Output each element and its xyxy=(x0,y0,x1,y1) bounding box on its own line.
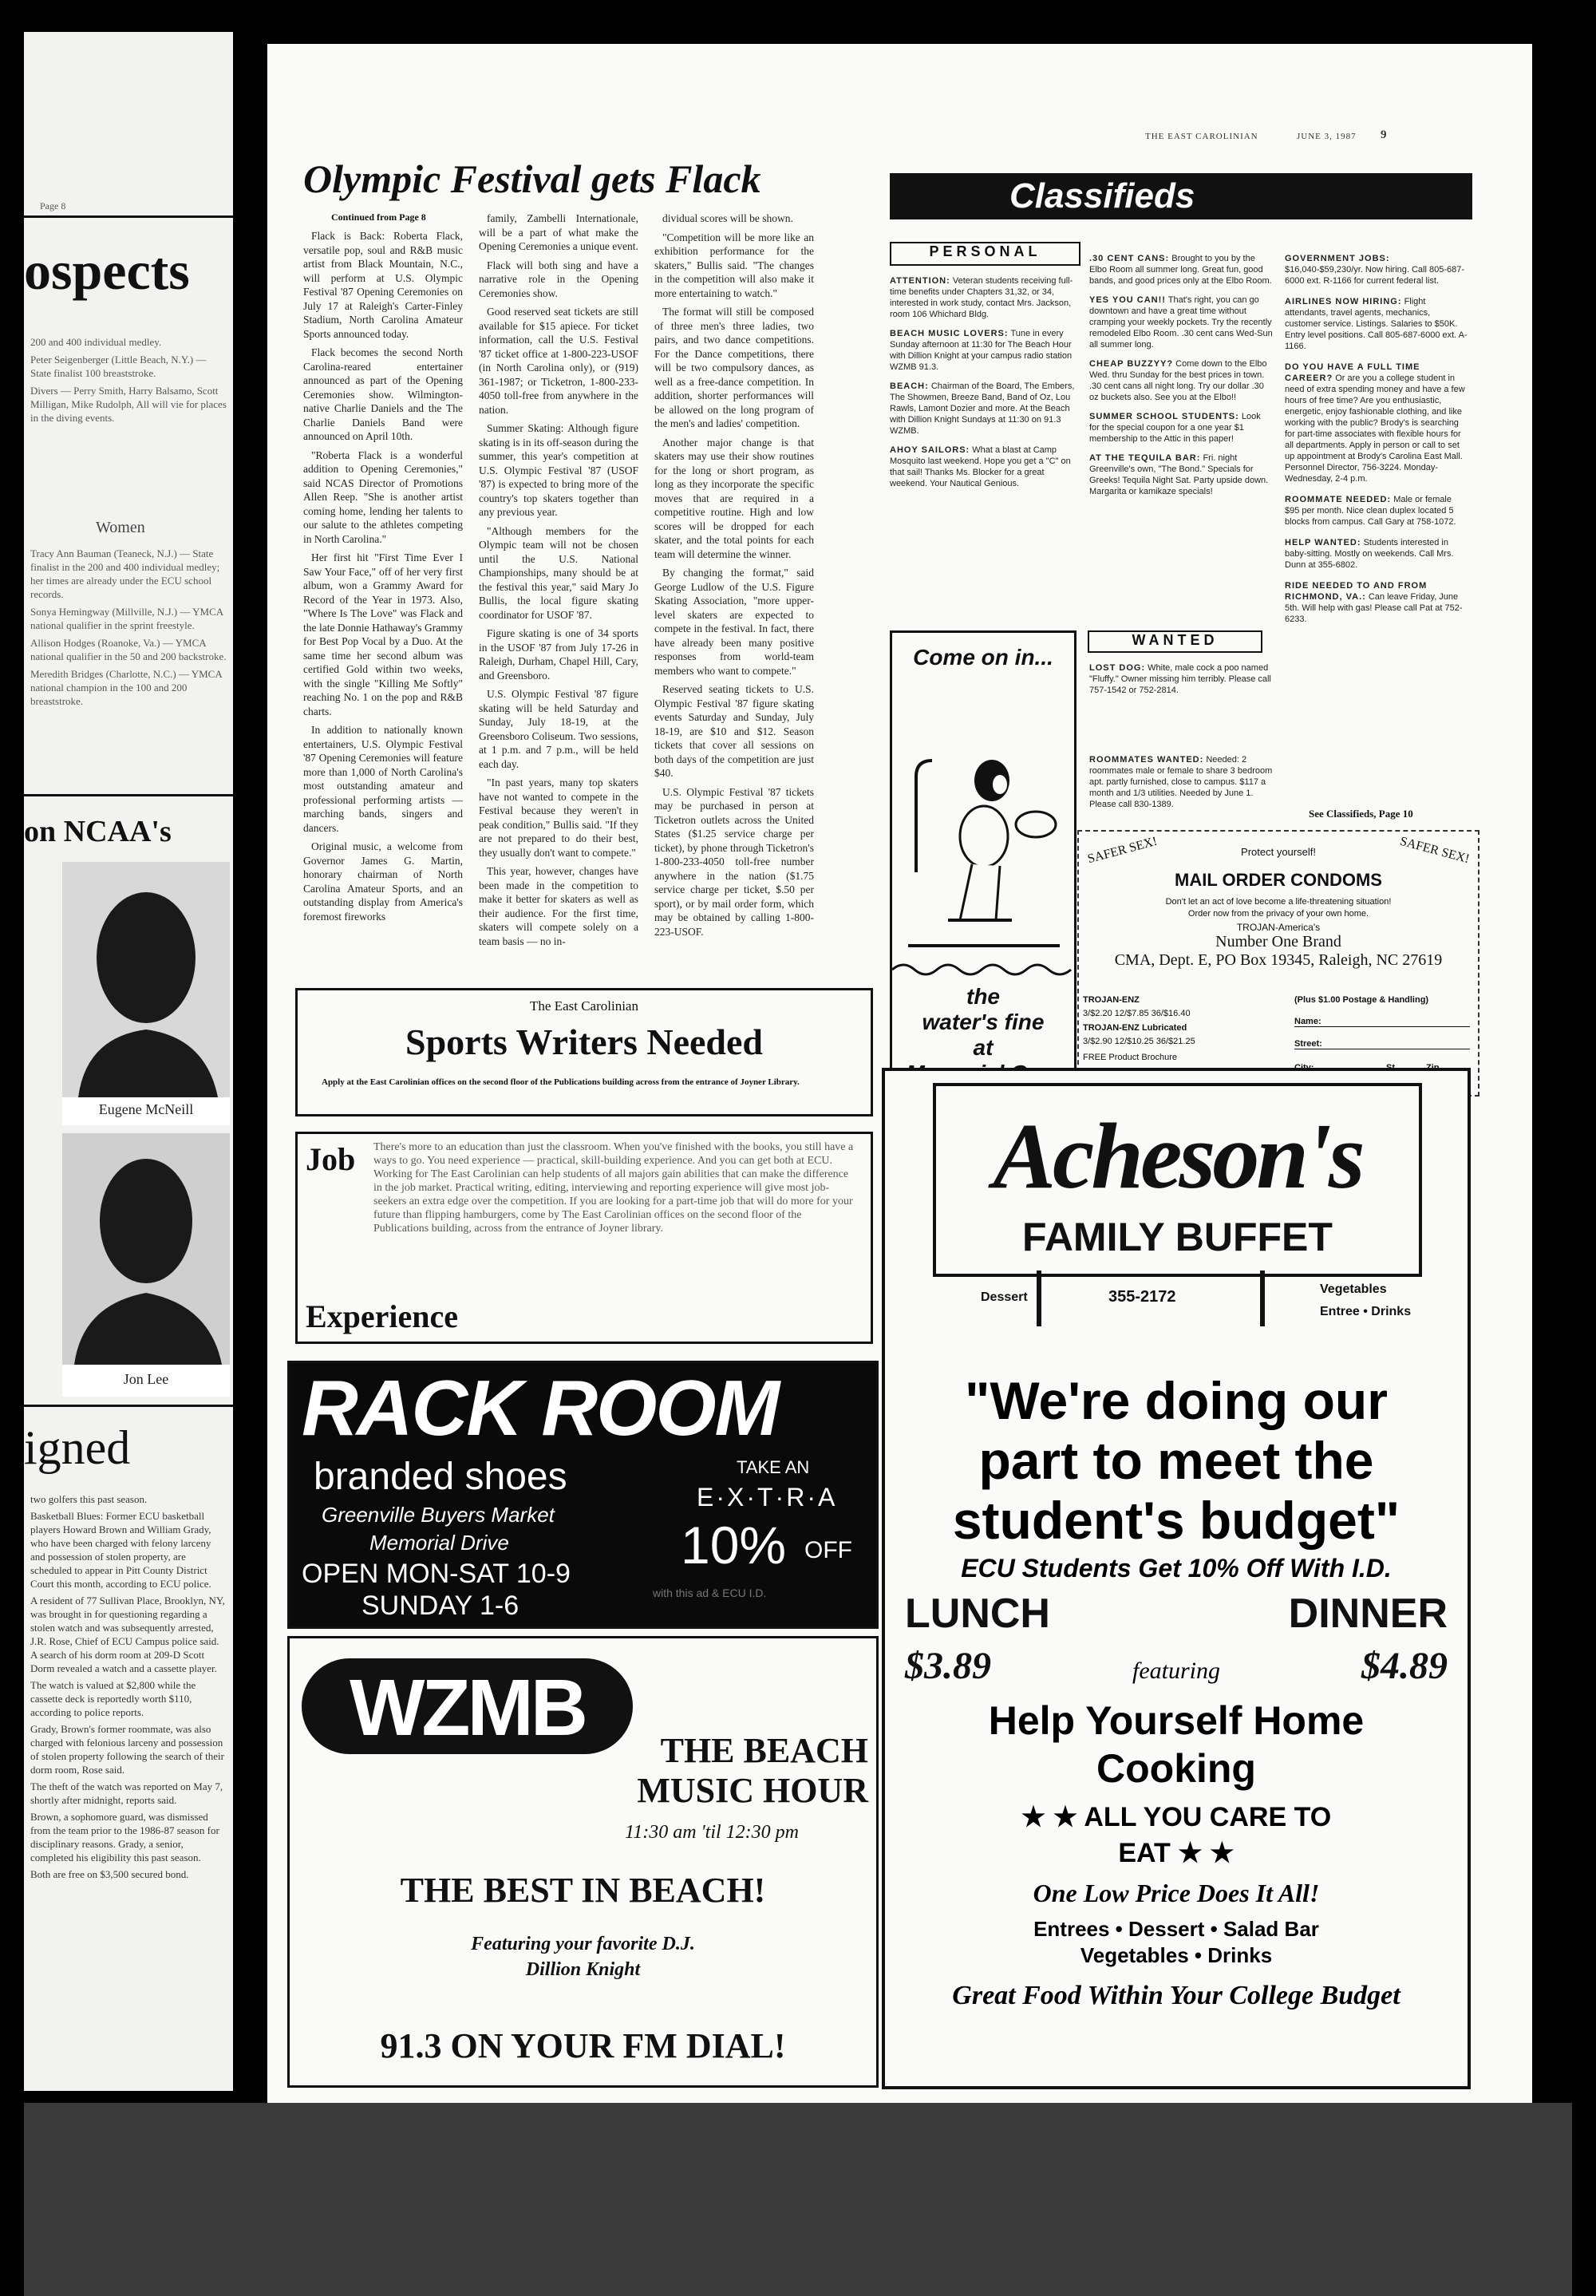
paragraph: U.S. Olympic Festival '87 figure skating will be held Saturday and Sunday, July 18-19, at the Greensboro Coliseum. Two sessions, at 1 p.m. and 7 p.m., will be held each day. xyxy=(479,688,638,770)
condoms-brand1: TROJAN-America's xyxy=(1236,922,1321,933)
classified-item xyxy=(1285,580,1468,625)
condoms-ad xyxy=(1077,830,1479,1097)
rack-hours1: OPEN MON-SAT 10-9 xyxy=(302,1559,571,1589)
sports-writers-ad xyxy=(295,988,873,1116)
continued-line: Continued from Page 8 xyxy=(331,211,426,223)
paragraph: Summer Skating: Although figure skating is in its off-season during the summer, this year's competition at U.S. Olympic Festival '87 (USOF '87) is expected to bring more of the country's top skaters together than any previous year. xyxy=(479,422,638,518)
classified-item xyxy=(1089,253,1273,287)
wzmb-title1: THE BEACH xyxy=(660,1731,868,1770)
article-column-2 xyxy=(479,211,638,1011)
classified-item xyxy=(1089,358,1273,403)
personal-column-2 xyxy=(1089,253,1273,608)
rack-take: TAKE AN xyxy=(737,1457,810,1477)
classified-item xyxy=(1285,494,1468,528)
newspaper-page xyxy=(267,44,1532,2103)
menu-line2: Vegetables • Drinks xyxy=(1080,1943,1273,1967)
article-column-1 xyxy=(303,229,463,1011)
item-lead: CHEAP BUZZYY? xyxy=(1089,359,1174,369)
text-block: Grady, Brown's former roommate, was also charged with felonious larceny and possession of stolen property following the search of their dorm room, Rose said. xyxy=(30,1723,224,1776)
rack-line2: Greenville Buyers Market xyxy=(322,1503,555,1527)
ad-detail: Apply at the East Carolinian offices on the second floor of the Publications building across from the entrance of Joyner Library. xyxy=(322,1077,800,1087)
classified-item xyxy=(1285,296,1468,352)
item-lead: AHOY SAILORS: xyxy=(890,445,970,455)
memorial-gym-ad xyxy=(890,630,1077,1094)
item-lead: ROOMMATES WANTED: xyxy=(1089,755,1204,765)
text-block: Sonya Hemingway (Millville, N.J.) — YMCA national qualifier in the sprint freestyle. xyxy=(30,606,223,631)
item-text: Can leave Friday, June 5th. Will help with gas! Please call Pat at 752-6233. xyxy=(1285,592,1463,624)
ad-headline: Sports Writers Needed xyxy=(405,1022,764,1062)
photo-jon-lee xyxy=(62,1133,230,1397)
adjacent-page-strip xyxy=(24,32,233,2091)
sign-post xyxy=(1037,1271,1041,1326)
classified-item xyxy=(1089,452,1273,497)
safer-right: SAFER SEX! xyxy=(1398,834,1471,867)
job-experience-ad xyxy=(295,1132,873,1344)
item-text: Needed: 2 roommates male or female to share 3 bedroom apt. partly furnished, close to campus. $117 a month and 1/3 utilities. Needed by June 1. Please call 830-1389. xyxy=(1089,755,1273,809)
featuring-text: featuring xyxy=(1132,1658,1220,1684)
article-column-3 xyxy=(654,211,814,1011)
sign-dessert: Dessert xyxy=(981,1290,1028,1304)
classified-item xyxy=(890,275,1077,320)
wzmb-time: 11:30 am 'til 12:30 pm xyxy=(625,1822,800,1843)
swimmer-cartoon-image xyxy=(900,681,1066,952)
issue-date: JUNE 3, 1987 xyxy=(1297,132,1357,141)
text-block: The watch is valued at $2,800 while the cassette deck is reportedly worth $110, according to police reports. xyxy=(30,1679,196,1718)
item-text: White, male cock a poo named "Fluffy." Owner missing him terribly. Please call 757-1542 or 752-2814. xyxy=(1089,663,1271,695)
page-label: Page 8 xyxy=(40,200,66,211)
wzmb-logo-text: WZMB xyxy=(350,1663,585,1753)
item-text: Tune in every Sunday afternoon at 11:30 for The Beach Hour with Dillion Knight at your campus radio station WZMB 91.3. xyxy=(890,329,1073,372)
text-block: Both are free on $3,500 secured bond. xyxy=(30,1868,189,1880)
paragraph: Good reserved seat tickets are still available for $15 apiece. For ticket information, call the U.S. Festival '87 ticket office at 1-800-223-USOF (in North Carolina only), or (919) 361-1987; or Ticketron, 1-800-233-4050 toll-free from anywhere in the nation. xyxy=(479,306,638,416)
photo-eugene-mcneill xyxy=(62,862,230,1125)
achesons-phone: 355-2172 xyxy=(1108,1288,1176,1306)
condoms-item2: TROJAN-ENZ Lubricated xyxy=(1083,1023,1187,1033)
paragraph: Reserved seating tickets to U.S. Olympic Festival '87 figure skating events Saturday and Sunday, July 18-19, are $10 and $12. Season tickets that cover all sessions on both days of the competition are just $40. xyxy=(654,683,814,779)
paragraph: This year, however, changes have been made in the competition to make it better for skaters as well as their audience. For the first time, skaters will compete solely on a team basis — no in- xyxy=(479,865,638,947)
sign-entree: Entree • Drinks xyxy=(1320,1305,1412,1318)
paragraph: dividual scores will be shown. xyxy=(662,212,793,224)
paragraph: In addition to nationally known entertainers, U.S. Olympic Festival '87 Opening Ceremonies will feature more than 1,000 of North Carolina's most outstanding amateur and professional performing artists — marching bands, singers and dancers. xyxy=(303,724,463,834)
women-heading: Women xyxy=(96,519,145,536)
classified-item xyxy=(890,381,1077,437)
item-text: Male or female $95 per month. Nice clean duplex located 5 blocks from campus. Call Gary at 758-1072. xyxy=(1285,495,1456,527)
item-text: Chairman of the Board, The Embers, The Showmen, Breeze Band, Band of Oz, Lou Rawls, Lamont Dozier and more. At the Beach with Dillion Knight Sundays at 11:30 on 91.3 WZMB. xyxy=(890,381,1075,436)
paragraph: Her first hit "First Time Ever I Saw Your Face," off of her very first album, won a Grammy Award for Record of the Year in 1973. Also, "Where Is The Love" was Flack and the late Donnie Hathaway's Grammy for Best Pop Vocal by a Duo. At the same time her second album was certified Gold within two weeks, with the single "Killing Me Softly" reaching No. 1 on the pop and R&B charts. xyxy=(303,551,463,717)
condoms-free: FREE Product Brochure xyxy=(1083,1053,1177,1062)
classified-item xyxy=(1285,537,1468,571)
item-text: $16,040-$59,230/yr. Now hiring. Call 805-687-6000 ext. R-1166 for current federal list. xyxy=(1285,265,1465,286)
text-block: 200 and 400 individual medley. xyxy=(30,336,162,348)
paragraph: "Competition will be more like an exhibition performance for the skaters," Bullis said. "The changes in the competition will also make it more entertaining to watch." xyxy=(654,231,814,299)
sign-vegetables: Vegetables xyxy=(1320,1282,1387,1296)
condoms-brand2: Number One Brand xyxy=(1215,933,1341,950)
all-you-care-line1: ★ ★ ALL YOU CARE TO xyxy=(1021,1802,1332,1832)
item-lead: LOST DOG: xyxy=(1089,663,1146,673)
paragraph: By changing the format," said George Ludlow of the U.S. Figure Skating Association, "more upper-level skaters are expected to compete in the festival. In fact, there have already been many positive responses from world-team members who want to compete." xyxy=(654,567,814,677)
paragraph: Flack becomes the second North Carolina-reared entertainer announced as part of the Opening Ceremonies show. Wilmington-native Charlie Daniels and the The Charlie Daniels Band were announced on April 10th. xyxy=(303,346,463,442)
women-text xyxy=(30,547,227,778)
item-lead: RIDE NEEDED TO AND FROM RICHMOND, VA.: xyxy=(1285,581,1428,602)
paragraph: "In past years, many top skaters have not wanted to compete in the Festival because they weren't in peak condition," Bullis said. "If they are not prepared to do their best, they usually don't want to compete." xyxy=(479,777,638,859)
portrait-image xyxy=(62,862,230,1097)
personal-heading: PERSONAL xyxy=(890,242,1080,266)
dinner-price: $4.89 xyxy=(1361,1645,1448,1687)
classified-item xyxy=(1285,253,1468,287)
achesons-sign xyxy=(933,1083,1422,1277)
text-block: Basketball Blues: Former ECU basketball players Howard Brown and William Grady, who have been charged with felony larceny and possession of stolen property, are scheduled to appear in Pitt County District Court this month, according to ECU police. xyxy=(30,1510,211,1590)
safer-left: SAFER SEX! xyxy=(1086,834,1159,867)
paragraph: "Roberta Flack is a wonderful addition to Opening Ceremonies," said NCAS Director of Promotions Allen Reep. "She is another artist coming home, lending her talents to our salute to the athletes competing in North Carolina." xyxy=(303,449,463,545)
student-discount: ECU Students Get 10% Off With I.D. xyxy=(961,1554,1392,1583)
rack-fine-print: with this ad & ECU I.D. xyxy=(653,1587,767,1599)
gym-line: at xyxy=(973,1035,994,1060)
ad-word-job: Job xyxy=(306,1141,356,1177)
ad-body: There's more to an education than just the classroom. When you've finished with the books, you still have a ways to go. You need experience — practical, skill-building experience. And you can get both at ECU. Working for The East Carolinian can help students of all majors gain abilities that can make the difference in the job market. Practical writing, editing, interviewing and reporting experience will give most job-seekers an extra edge over the competition. If you are looking for a part-time job that will do more for your future than flipping hamburgers, come by The East Carolinian offices on the second floor of the Publications building, across from the entrance of Joyner library. xyxy=(373,1141,854,1235)
rack-room-logo: RACK ROOM xyxy=(302,1364,779,1452)
portrait-image xyxy=(62,1133,230,1365)
item-lead: .30 CENT CANS: xyxy=(1089,254,1170,263)
gym-line: the xyxy=(966,984,1000,1009)
item-text: Or are you a college student in need of extra spending money and have a few hours of free time? Are you enthusiastic, energetic, enjoy fashionable clothing, and like working with the public? Brody's is searching for part-time associates with flexible hours for all departments. Apply in person or call to set up appointment at Brody's Carolina East Mall. Personnel Director, 756-3224. Monday-Wednesday, 2-4 p.m. xyxy=(1285,373,1465,484)
item-lead: BEACH MUSIC LOVERS: xyxy=(890,329,1009,338)
text-block: The theft of the watch was reported on May 7, shortly after midnight, reports said. xyxy=(30,1780,223,1806)
item-text: Veteran students receiving full-time benefits under Chapters 31,32, or 34, interested in work study, contact Mrs. Jackson, room 106 Whichard Bldg. xyxy=(890,276,1073,319)
quote-line2: part to meet the xyxy=(978,1431,1374,1490)
photo-caption: Eugene McNeill xyxy=(98,1101,194,1117)
classifieds-title: Classifieds xyxy=(1009,176,1195,215)
lunch-label: LUNCH xyxy=(905,1591,1050,1637)
paragraph: family, Zambelli Internationale, will be a part of what make the Opening Ceremonies a unique event. xyxy=(479,212,638,252)
signed-text xyxy=(30,1492,227,2067)
text-block: A resident of 77 Sullivan Place, Brooklyn, NY, was brought in for questioning regarding a stolen watch and was subsequently arrested, J.R. Rose, Chief of ECU Campus police said. A search of his dorm room at 209-D Scott Dorm revealed a watch and a cassette player. xyxy=(30,1595,225,1674)
rule xyxy=(24,215,233,218)
wzmb-dial: 91.3 ON YOUR FM DIAL! xyxy=(380,2026,786,2065)
paragraph: Original music, a welcome from Governor James G. Martin, honorary chairman of North Carolina Amateur Sports, and an outstanding display from America's foremost fireworks xyxy=(303,840,463,923)
paragraph: U.S. Olympic Festival '87 tickets may be purchased in person at Ticketron outlets across the United States ($1.25 service charge per ticket), by phone through Ticketron's 1-800-233-4050 toll-free number anywhere in the nation ($1.75 service charge per ticket, $.50 per sport), or by mail order form, which may be obtained by calling 1-800-223-USOF. xyxy=(654,785,814,938)
item-lead: AT THE TEQUILA BAR: xyxy=(1089,453,1201,463)
rack-hours2: SUNDAY 1-6 xyxy=(361,1591,519,1621)
item-lead: SUMMER SCHOOL STUDENTS: xyxy=(1089,412,1239,421)
classified-item xyxy=(1285,362,1468,484)
paragraph: The format will still be composed of three men's three ladies, two pairs, and two dance competitions. For the Dance competitions, there will be two compulsory dances, as well as a free-dance competition. In addition, shorter performances will be allowed on the long program of the men's and ladies' competition. xyxy=(654,306,814,429)
rule xyxy=(24,1405,233,1407)
item-text: Fri. night Greenville's own, "The Bond." Specials for Greeks! Tequila Night Sat. Party upside down. Margarita or kamikaze specials! xyxy=(1089,453,1269,496)
rack-off: OFF xyxy=(804,1537,852,1563)
personal-column-3 xyxy=(1285,253,1468,796)
condoms-item1-prices: 3/$2.20 12/$7.85 36/$16.40 xyxy=(1083,1009,1191,1018)
achesons-subtitle: FAMILY BUFFET xyxy=(1022,1215,1333,1259)
one-low-price: One Low Price Does It All! xyxy=(1033,1879,1320,1907)
wzmb-featuring: Featuring your favorite D.J. xyxy=(471,1934,695,1954)
paragraph: Figure skating is one of 34 sports in the USOF '87 from July 17-26 in Raleigh, Durham, Chapel Hill, Cary, and Greensboro. xyxy=(479,627,638,682)
condoms-title: MAIL ORDER CONDOMS xyxy=(1175,870,1382,890)
gym-line: water's fine xyxy=(922,1010,1045,1034)
text-block: Brown, a sophomore guard, was dismissed from the team prior to the 1986-87 season for disciplinary reasons. Grady, a senior, completed his eligibility this past season. xyxy=(30,1811,219,1863)
item-lead: GOVERNMENT JOBS: xyxy=(1285,254,1390,263)
help-line2: Cooking xyxy=(1096,1746,1256,1791)
wzmb-best: THE BEST IN BEACH! xyxy=(400,1871,766,1910)
wzmb-ad xyxy=(287,1636,879,2088)
paragraph: Flack will both sing and have a narrative role in the Opening Ceremonies show. xyxy=(479,259,638,299)
help-line1: Help Yourself Home xyxy=(988,1698,1365,1743)
ad-publisher: The East Carolinian xyxy=(530,998,638,1014)
classified-item xyxy=(1089,411,1273,445)
text-block: Meredith Bridges (Charlotte, N.C.) — YMCA national champion in the 100 and 200 breaststroke. xyxy=(30,668,222,707)
rack-extra: E·X·T·R·A xyxy=(697,1483,838,1512)
protect-text: Protect yourself! xyxy=(1241,846,1316,858)
item-text: That's right, you can go downtown and have a great time without cramping your weekly pockets. Try the recently remodeled Elbo Room. .30 cent cans Wed-Sun all summer long. xyxy=(1089,295,1273,350)
item-text: Flight attendants, travel agents, mechanics, customer service. Listings. Salaries to $50K. Entry level positions. Call 805-687-6000 ext. A-1166. xyxy=(1285,297,1468,351)
rack-discount: 10% xyxy=(681,1516,787,1575)
classified-item xyxy=(890,328,1077,373)
item-lead: BEACH: xyxy=(890,381,929,391)
paper-name: THE EAST CAROLINIAN xyxy=(1145,132,1258,141)
wanted-item-2 xyxy=(1089,754,1273,834)
condoms-tag2: Order now from the privacy of your own home. xyxy=(1187,909,1369,919)
scan-background xyxy=(24,2103,1572,2296)
condoms-postage: (Plus $1.00 Postage & Handling) xyxy=(1294,995,1429,1005)
item-text: Look for the special coupon for a one year $1 membership to the Attic in this paper! xyxy=(1089,412,1261,444)
item-text: What a blast at Camp Mosquito last weekend. Hope you get a "C" on that sail! Thanks Ms. Blocker for a great weekend. Your Nautical Genious. xyxy=(890,445,1071,488)
item-lead: AIRLINES NOW HIRING: xyxy=(1285,297,1402,306)
item-lead: ROOMMATE NEEDED: xyxy=(1285,495,1392,504)
menu-line1: Entrees • Dessert • Salad Bar xyxy=(1033,1917,1319,1941)
condoms-address: CMA, Dept. E, PO Box 19345, Raleigh, NC 27619 xyxy=(1114,951,1443,969)
condoms-item1: TROJAN-ENZ xyxy=(1083,995,1140,1005)
item-text: Come down to the Elbo Wed. thru Sunday for the best prices in town. .30 cent cans all night long. Try our dollar .30 oz buckets also. See you at the Elbo!! xyxy=(1089,359,1267,402)
text-block: Allison Hodges (Roanoke, Va.) — YMCA national qualifier in the 50 and 200 backstroke. xyxy=(30,637,227,662)
wzmb-logo xyxy=(302,1658,633,1754)
classified-item xyxy=(1089,294,1273,350)
lunch-price: $3.89 xyxy=(905,1645,991,1687)
quote-line1: "We're doing our xyxy=(965,1371,1388,1430)
sign-post xyxy=(1260,1271,1265,1326)
gym-headline: Come on in... xyxy=(913,645,1053,670)
headline-signed: igned xyxy=(24,1421,131,1474)
rack-room-ad xyxy=(287,1361,879,1629)
personal-column-1 xyxy=(890,275,1077,626)
text-block: Peter Seigenberger (Little Beach, N.Y.) — State finalist 100 breaststroke. xyxy=(30,354,207,379)
item-lead: DO YOU HAVE A FULL TIME CAREER? xyxy=(1285,362,1420,383)
text-block: two golfers this past season. xyxy=(30,1493,148,1505)
achesons-logo: Acheson's xyxy=(993,1104,1362,1208)
see-classifieds-link: See Classifieds, Page 10 xyxy=(1309,808,1413,820)
condoms-tag1: Don't let an act of love become a life-threatening situation! xyxy=(1165,897,1392,907)
classifieds-banner xyxy=(890,173,1472,219)
article-headline: Olympic Festival gets Flack xyxy=(303,156,761,201)
wzmb-title2: MUSIC HOUR xyxy=(637,1771,868,1810)
wzmb-dj: Dillion Knight xyxy=(525,1959,641,1980)
text-block: Tracy Ann Bauman (Teaneck, N.J.) — State finalist in the 200 and 400 individual medley; her times are already under the ECU school records. xyxy=(30,547,220,600)
photo-caption: Jon Lee xyxy=(123,1371,169,1387)
condoms-item2-prices: 3/$2.90 12/$10.25 36/$21.25 xyxy=(1083,1037,1195,1046)
name-field[interactable]: Name: xyxy=(1294,1017,1470,1027)
water-wave-icon xyxy=(892,960,1074,979)
prospects-text xyxy=(30,335,227,495)
classified-item xyxy=(890,445,1077,489)
page-number: 9 xyxy=(1381,128,1388,141)
wanted-heading: WANTED xyxy=(1088,630,1262,653)
achesons-tagline: Great Food Within Your College Budget xyxy=(952,1981,1400,2010)
item-text: Students interested in baby-sitting. Mostly on weekends. Call Mrs. Dunn at 355-6802. xyxy=(1285,538,1454,570)
paragraph: Flack is Back: Roberta Flack, versatile pop, soul and R&B music artist from Black Mountain, N.C., will perform at U.S. Olympic Festival '87 Opening Ceremonies on July 17 at Raleigh's Carter-Finley Stadium, North Carolina Amateur Sports announced today. xyxy=(303,230,463,340)
item-text: Brought to you by the Elbo Room all summer long. Great fun, good bands, and good prices only at the Elbo Room. xyxy=(1089,254,1272,286)
street-field[interactable]: Street: xyxy=(1294,1039,1470,1049)
item-lead: ATTENTION: xyxy=(890,276,950,286)
paragraph: "Although members for the Olympic team will not be chosen until the U.S. National Championships, many should be at the festival this year," said Mary Jo Bullis, the local figure skating coordinator for USOF '87. xyxy=(479,524,638,621)
text-block: Divers — Perry Smith, Harry Balsamo, Scott Milligan, Mike Rudolph, All will vie for places in the diving events. xyxy=(30,385,227,424)
rack-line3: Memorial Drive xyxy=(369,1531,509,1555)
item-lead: YES YOU CAN!! xyxy=(1089,295,1166,305)
headline-prospects: ospects xyxy=(24,240,190,301)
rule xyxy=(24,794,233,796)
all-you-care-line2: EAT ★ ★ xyxy=(1118,1838,1235,1868)
rack-line1: branded shoes xyxy=(314,1456,567,1498)
achesons-ad xyxy=(882,1068,1471,2089)
ad-word-experience: Experience xyxy=(306,1298,459,1334)
paragraph: Another major change is that skaters may use their show routines for the long or short program, as long as they incorporate the specific moves that are required in a competitive routine. High and low scores will be dropped for each skater, and the total points for each team will determine the winner. xyxy=(654,436,814,560)
dinner-label: DINNER xyxy=(1288,1591,1448,1637)
item-lead: HELP WANTED: xyxy=(1285,538,1361,547)
headline-ncaa: on NCAA's xyxy=(24,815,172,848)
quote-line3: student's budget" xyxy=(952,1491,1400,1550)
